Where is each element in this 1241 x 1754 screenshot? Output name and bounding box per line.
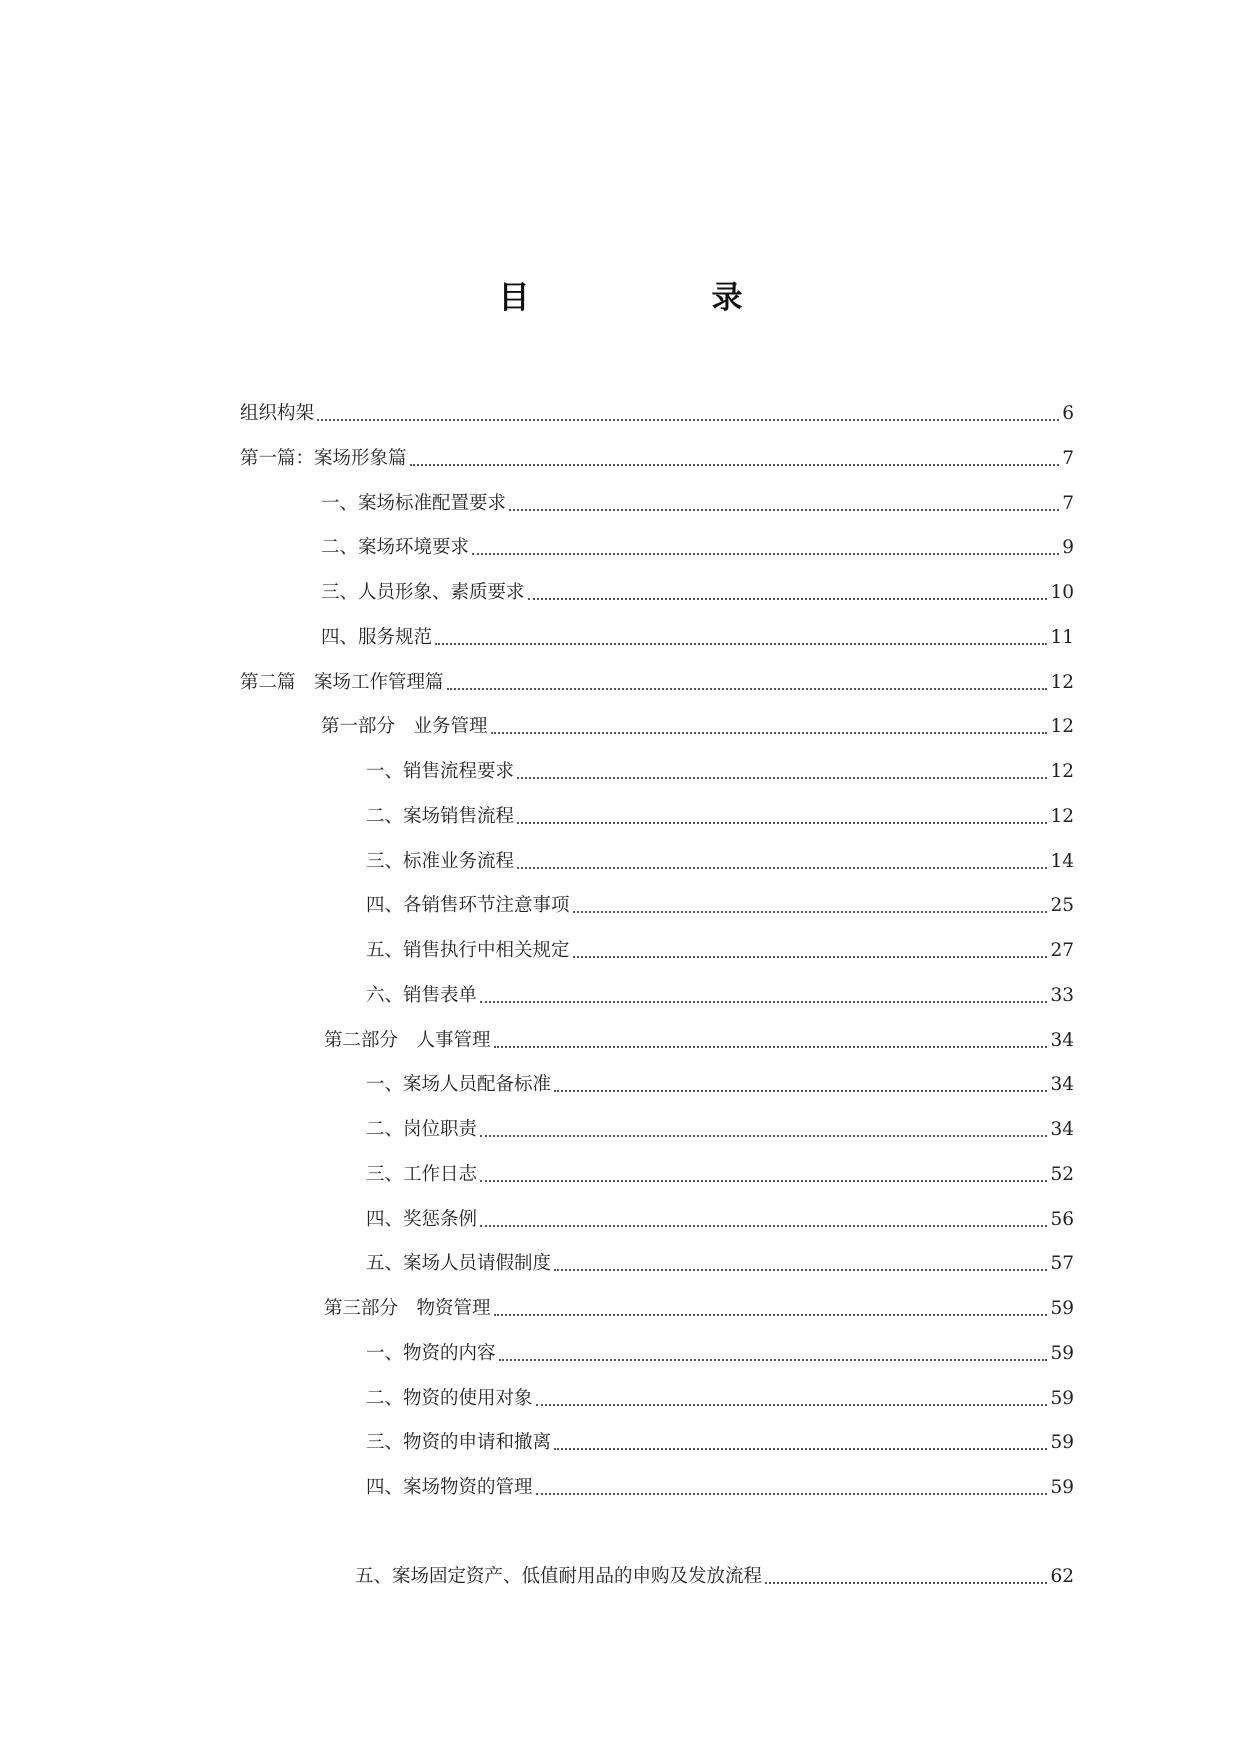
toc-entry-label: 第三部分 物资管理 — [324, 1298, 491, 1319]
toc-entry[interactable] — [366, 847, 1074, 877]
toc-entry-label: 二、案场环境要求 — [321, 537, 470, 558]
toc-page-number: 59 — [1050, 1298, 1074, 1319]
toc-entry-label: 第二部分 人事管理 — [324, 1030, 491, 1051]
toc-page-number: 59 — [1050, 1388, 1074, 1409]
toc-page-number: 12 — [1050, 672, 1074, 693]
toc-entry-label: 二、物资的使用对象 — [366, 1388, 533, 1409]
toc-entry[interactable] — [366, 1384, 1074, 1414]
toc-entry-label: 一、案场人员配备标准 — [366, 1074, 552, 1095]
dot-leader — [554, 1090, 1047, 1092]
toc-entry[interactable] — [321, 623, 1074, 653]
toc-entry[interactable] — [366, 936, 1074, 966]
dot-leader — [536, 1404, 1048, 1406]
dot-leader — [447, 688, 1048, 690]
toc-entry-label: 四、案场物资的管理 — [366, 1477, 533, 1498]
toc-entry-label: 第二篇 案场工作管理篇 — [240, 672, 444, 693]
dot-leader — [554, 1269, 1047, 1271]
toc-page-number: 59 — [1050, 1432, 1074, 1453]
toc-entry[interactable] — [321, 578, 1074, 608]
toc-page-number: 59 — [1050, 1343, 1074, 1364]
toc-page-number: 10 — [1050, 582, 1074, 603]
toc-page-number: 6 — [1062, 403, 1074, 424]
dot-leader — [494, 1314, 1048, 1316]
toc-entry-label: 二、案场销售流程 — [366, 806, 515, 827]
toc-page-number: 11 — [1050, 627, 1074, 648]
toc-entry[interactable] — [240, 668, 1074, 698]
toc-page-number: 56 — [1050, 1209, 1074, 1230]
toc-entry-label: 六、销售表单 — [366, 985, 478, 1006]
toc-entry-label: 组织构架 — [240, 403, 315, 424]
dot-leader — [517, 822, 1047, 824]
toc-page-number: 7 — [1062, 493, 1074, 514]
toc-page-number: 34 — [1050, 1074, 1074, 1095]
dot-leader — [480, 1135, 1047, 1137]
toc-entry-label: 一、案场标准配置要求 — [321, 493, 507, 514]
toc-entry[interactable] — [324, 1294, 1074, 1324]
toc-entry[interactable] — [366, 1428, 1074, 1458]
toc-entry[interactable] — [355, 1562, 1074, 1592]
toc-entry[interactable] — [366, 1249, 1074, 1279]
dot-leader — [472, 553, 1059, 555]
dot-leader — [480, 1225, 1047, 1227]
toc-entry-label: 四、服务规范 — [321, 627, 433, 648]
dot-leader — [509, 509, 1059, 511]
toc-page-number: 33 — [1050, 985, 1074, 1006]
dot-leader — [536, 1493, 1048, 1495]
toc-entry-label: 四、奖惩条例 — [366, 1209, 478, 1230]
toc-entry[interactable] — [366, 1115, 1074, 1145]
toc-entry[interactable] — [240, 444, 1074, 474]
toc-entry[interactable] — [321, 533, 1074, 563]
toc-entry[interactable] — [366, 1339, 1074, 1369]
toc-page-number: 52 — [1050, 1164, 1074, 1185]
dot-leader — [491, 732, 1048, 734]
toc-entry[interactable] — [366, 757, 1074, 787]
toc-entry-label: 第一部分 业务管理 — [321, 716, 488, 737]
toc-entry-label: 四、各销售环节注意事项 — [366, 895, 570, 916]
toc-entry-label: 一、物资的内容 — [366, 1343, 496, 1364]
toc-entry[interactable] — [366, 1160, 1074, 1190]
dot-leader — [517, 777, 1047, 779]
dot-leader — [435, 643, 1047, 645]
toc-entry-label: 三、工作日志 — [366, 1164, 478, 1185]
dot-leader — [765, 1582, 1047, 1584]
toc-page-number: 14 — [1050, 851, 1074, 872]
toc-page-number: 34 — [1050, 1119, 1074, 1140]
toc-page-number: 34 — [1050, 1030, 1074, 1051]
dot-leader — [480, 1001, 1047, 1003]
dot-leader — [410, 464, 1060, 466]
toc-page-number: 12 — [1050, 761, 1074, 782]
toc-entry-label: 一、销售流程要求 — [366, 761, 515, 782]
toc-page-number: 62 — [1050, 1566, 1074, 1587]
toc-entry[interactable] — [240, 399, 1074, 429]
toc-entry[interactable] — [324, 1026, 1074, 1056]
toc-page-number: 27 — [1050, 940, 1074, 961]
toc-entry[interactable] — [366, 891, 1074, 921]
toc-page-number: 25 — [1050, 895, 1074, 916]
toc-entry[interactable] — [366, 1205, 1074, 1235]
dot-leader — [573, 911, 1048, 913]
toc-entry[interactable] — [366, 802, 1074, 832]
toc-entry[interactable] — [321, 712, 1074, 742]
dot-leader — [554, 1448, 1047, 1450]
dot-leader — [499, 1359, 1048, 1361]
toc-page-number: 12 — [1050, 716, 1074, 737]
toc-entry-label: 五、销售执行中相关规定 — [366, 940, 570, 961]
toc-page-number: 57 — [1050, 1253, 1074, 1274]
toc-entry[interactable] — [366, 981, 1074, 1011]
dot-leader — [528, 598, 1048, 600]
toc-page-number: 7 — [1062, 448, 1074, 469]
toc-entry-label: 五、案场人员请假制度 — [366, 1253, 552, 1274]
toc-entry[interactable] — [321, 489, 1074, 519]
toc-page-number: 12 — [1050, 806, 1074, 827]
toc-page-number: 9 — [1062, 537, 1074, 558]
toc-entry-label: 三、物资的申请和撤离 — [366, 1432, 552, 1453]
dot-leader — [480, 1180, 1047, 1182]
toc-entry[interactable] — [366, 1070, 1074, 1100]
toc-entry-label: 第一篇：案场形象篇 — [240, 448, 407, 469]
toc-entry[interactable] — [366, 1473, 1074, 1503]
toc-entry-label: 五、案场固定资产、低值耐用品的申购及发放流程 — [355, 1566, 763, 1587]
toc-page-number: 59 — [1050, 1477, 1074, 1498]
dot-leader — [517, 867, 1047, 869]
dot-leader — [573, 956, 1048, 958]
toc-entry-label: 二、岗位职责 — [366, 1119, 478, 1140]
dot-leader — [317, 419, 1059, 421]
toc-entry-label: 三、人员形象、素质要求 — [321, 582, 525, 603]
page-title: 目 录 — [498, 280, 783, 316]
toc-entry-label: 三、标准业务流程 — [366, 851, 515, 872]
dot-leader — [494, 1046, 1048, 1048]
